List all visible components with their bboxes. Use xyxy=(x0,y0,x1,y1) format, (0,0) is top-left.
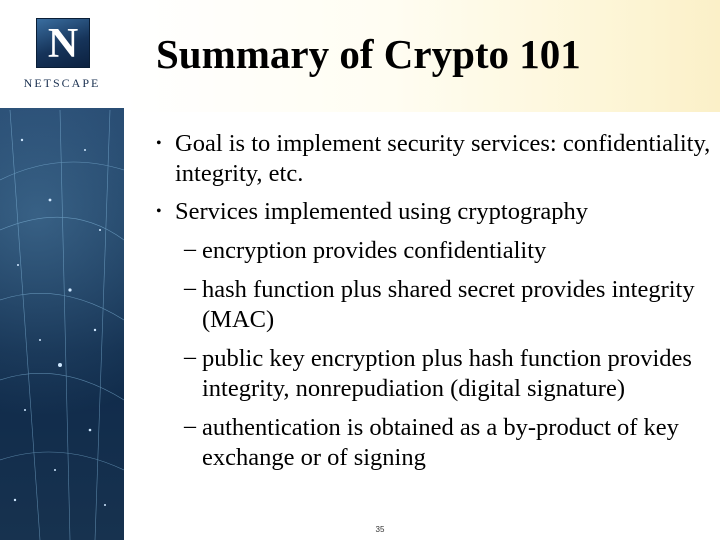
bullet-list xyxy=(154,129,714,473)
sub-bullet-text: public key encryption plus hash function provides integrity, nonrepudiation (digital signature) xyxy=(202,345,692,402)
dash-icon: – xyxy=(184,344,196,370)
bullet-dot-icon: • xyxy=(156,135,162,152)
sub-bullet-text: hash function plus shared secret provides integrity (MAC) xyxy=(202,276,695,333)
sub-bullet-item xyxy=(154,344,714,404)
bullet-text: Goal is to implement security services: confidentiality, integrity, etc. xyxy=(175,130,711,187)
sub-bullet-text: authentication is obtained as a by-product of key exchange or of signing xyxy=(202,414,679,471)
netscape-logo xyxy=(0,0,124,108)
sub-bullet-item xyxy=(154,236,714,266)
netscape-n-icon xyxy=(36,18,90,68)
bullet-dot-icon: • xyxy=(156,203,162,220)
sub-bullet-item xyxy=(154,413,714,473)
dash-icon: – xyxy=(184,413,196,439)
sub-bullet-item xyxy=(154,275,714,335)
sub-bullet-text: encryption provides confidentiality xyxy=(202,237,547,264)
bullet-item xyxy=(154,129,714,189)
bullet-item xyxy=(154,197,714,227)
logo-letter: N xyxy=(47,21,79,67)
logo-wordmark: NETSCAPE xyxy=(23,76,101,90)
dash-icon: – xyxy=(184,275,196,301)
bullet-text: Services implemented using cryptography xyxy=(175,198,588,225)
slide-title: Summary of Crypto 101 xyxy=(156,31,581,77)
decorative-sidebar xyxy=(0,0,124,540)
page-number: 35 xyxy=(375,525,385,534)
dash-icon: – xyxy=(184,236,196,262)
